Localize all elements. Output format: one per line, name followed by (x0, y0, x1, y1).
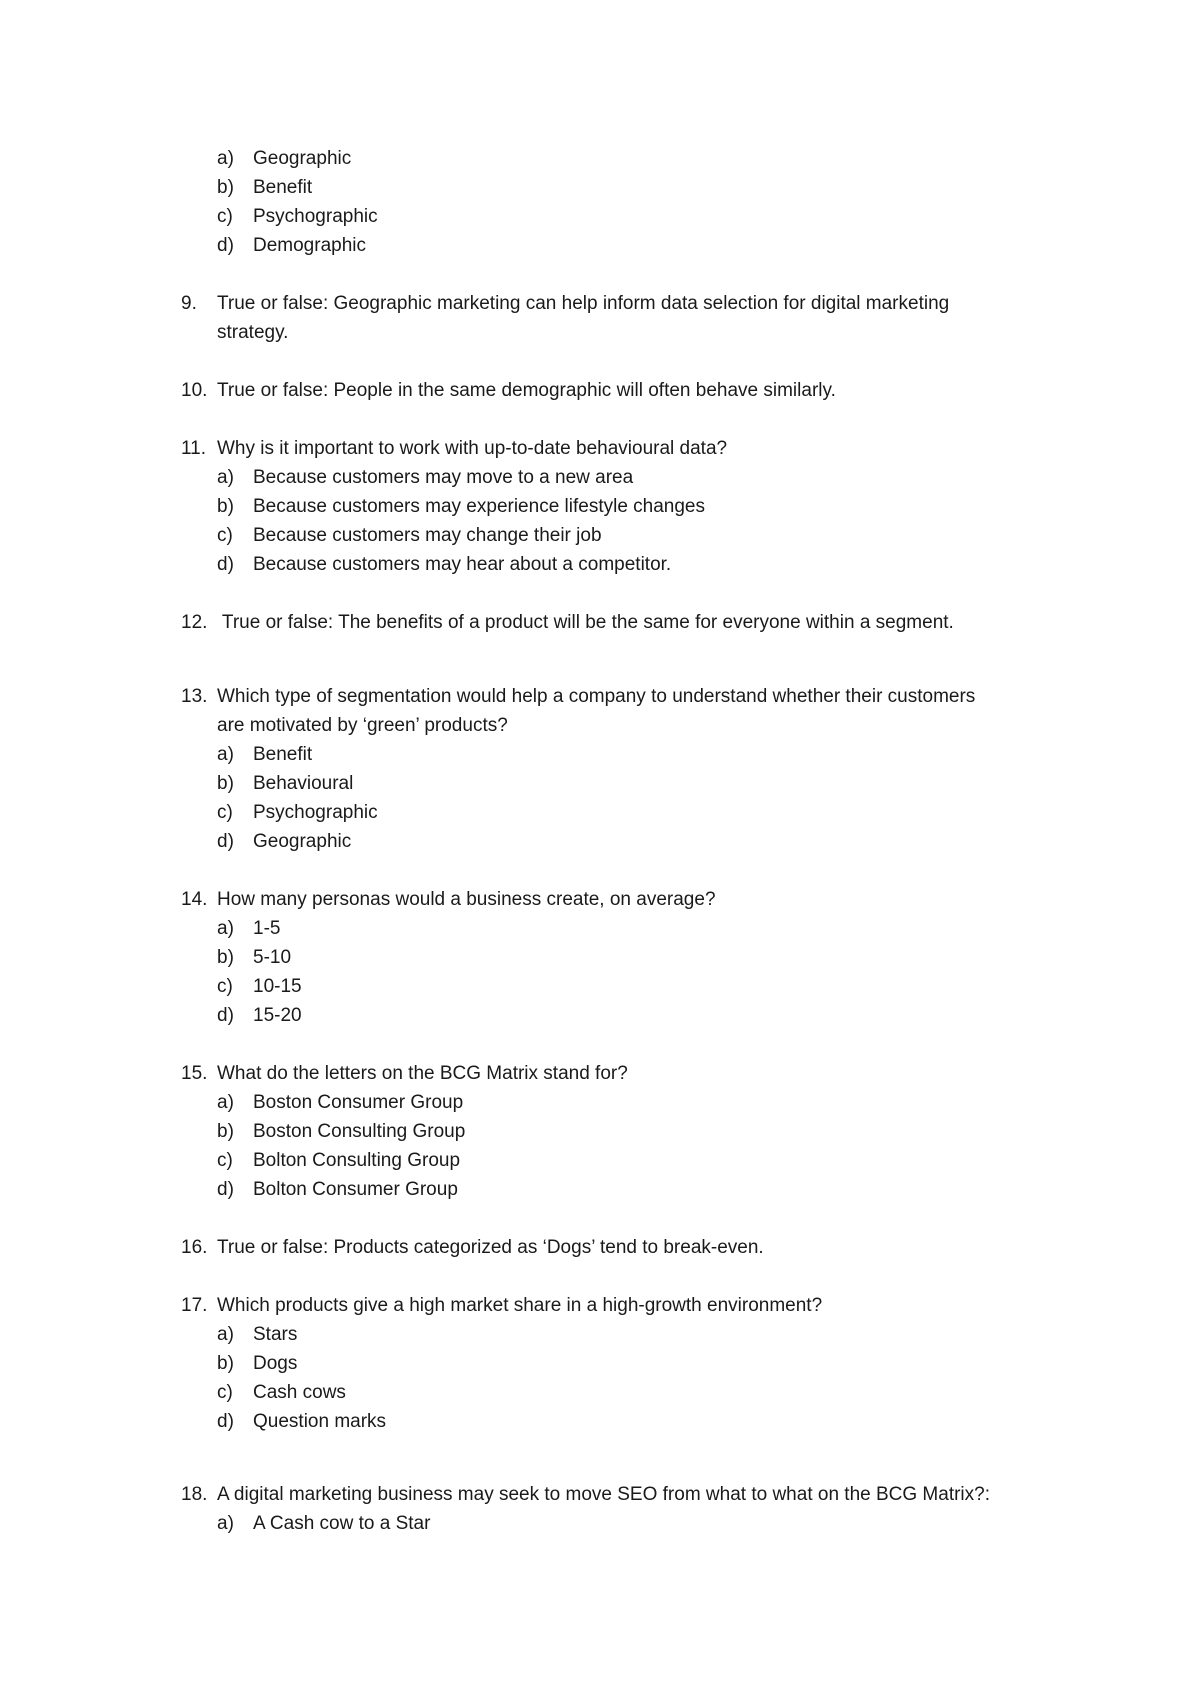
question-text: True or false: Geographic marketing can help inform data selection for digital marketing (217, 293, 950, 314)
option-letter: c) (217, 976, 233, 997)
option-letter: d) (217, 235, 234, 256)
question-text: are motivated by ‘green’ products? (217, 715, 508, 736)
option-text: Because customers may hear about a competitor. (253, 554, 672, 575)
option-letter: a) (217, 467, 234, 488)
option-text: 5-10 (253, 947, 292, 968)
option-text: Cash cows (253, 1382, 346, 1403)
question-number: 12. (181, 612, 208, 633)
question-text: Which products give a high market share in a high-growth environment? (217, 1295, 823, 1316)
option-text: Because customers may experience lifestyle changes (253, 496, 706, 517)
option-letter: b) (217, 1353, 234, 1374)
option-letter: a) (217, 1513, 234, 1534)
option-text: Boston Consulting Group (253, 1121, 466, 1142)
option-text: Benefit (253, 177, 313, 198)
option-text: Because customers may move to a new area (253, 467, 634, 488)
question-text: True or false: The benefits of a product will be the same for everyone within a segment. (217, 612, 954, 633)
option-letter: b) (217, 177, 234, 198)
option-letter: b) (217, 947, 234, 968)
option-letter: a) (217, 1324, 234, 1345)
question-text: What do the letters on the BCG Matrix stand for? (217, 1063, 628, 1084)
question-text: True or false: Products categorized as ‘Dogs’ tend to break-even. (217, 1237, 764, 1258)
option-letter: b) (217, 496, 234, 517)
option-text: Psychographic (253, 802, 378, 823)
option-text: Demographic (253, 235, 366, 256)
option-letter: a) (217, 744, 234, 765)
option-letter: c) (217, 802, 233, 823)
option-letter: d) (217, 554, 234, 575)
question-number: 13. (181, 686, 208, 707)
option-letter: a) (217, 918, 234, 939)
question-number: 16. (181, 1237, 208, 1258)
question-number: 9. (181, 293, 197, 314)
question-number: 11. (181, 438, 207, 459)
option-letter: a) (217, 148, 234, 169)
option-text: 1-5 (253, 918, 281, 939)
option-text: A Cash cow to a Star (253, 1513, 431, 1534)
option-letter: b) (217, 1121, 234, 1142)
option-letter: d) (217, 831, 234, 852)
option-text: 10-15 (253, 976, 302, 997)
question-number: 17. (181, 1295, 208, 1316)
option-text: Geographic (253, 831, 352, 852)
option-text: Behavioural (253, 773, 354, 794)
question-text: Which type of segmentation would help a company to understand whether their customers (217, 686, 976, 707)
option-text: Boston Consumer Group (253, 1092, 464, 1113)
option-letter: d) (217, 1411, 234, 1432)
question-number: 10. (181, 380, 208, 401)
question-number: 14. (181, 889, 208, 910)
option-letter: c) (217, 206, 233, 227)
question-text: Why is it important to work with up-to-date behavioural data? (217, 438, 728, 459)
option-text: Dogs (253, 1353, 298, 1374)
option-letter: d) (217, 1005, 234, 1026)
option-text: Bolton Consumer Group (253, 1179, 458, 1200)
option-text: Bolton Consulting Group (253, 1150, 461, 1171)
question-text: How many personas would a business create, on average? (217, 889, 716, 910)
option-letter: d) (217, 1179, 234, 1200)
question-text: A digital marketing business may seek to move SEO from what to what on the BCG Matrix?: (217, 1484, 990, 1505)
option-text: Because customers may change their job (253, 525, 602, 546)
option-text: 15-20 (253, 1005, 302, 1026)
option-letter: b) (217, 773, 234, 794)
question-text: True or false: People in the same demographic will often behave similarly. (217, 380, 836, 401)
option-text: Question marks (253, 1411, 387, 1432)
question-text: strategy. (217, 322, 289, 343)
question-number: 18. (181, 1484, 208, 1505)
option-letter: c) (217, 1382, 233, 1403)
option-letter: c) (217, 1150, 233, 1171)
question-number: 15. (181, 1063, 208, 1084)
option-text: Stars (253, 1324, 298, 1345)
option-letter: c) (217, 525, 233, 546)
option-text: Psychographic (253, 206, 378, 227)
option-letter: a) (217, 1092, 234, 1113)
option-text: Geographic (253, 148, 352, 169)
option-text: Benefit (253, 744, 313, 765)
